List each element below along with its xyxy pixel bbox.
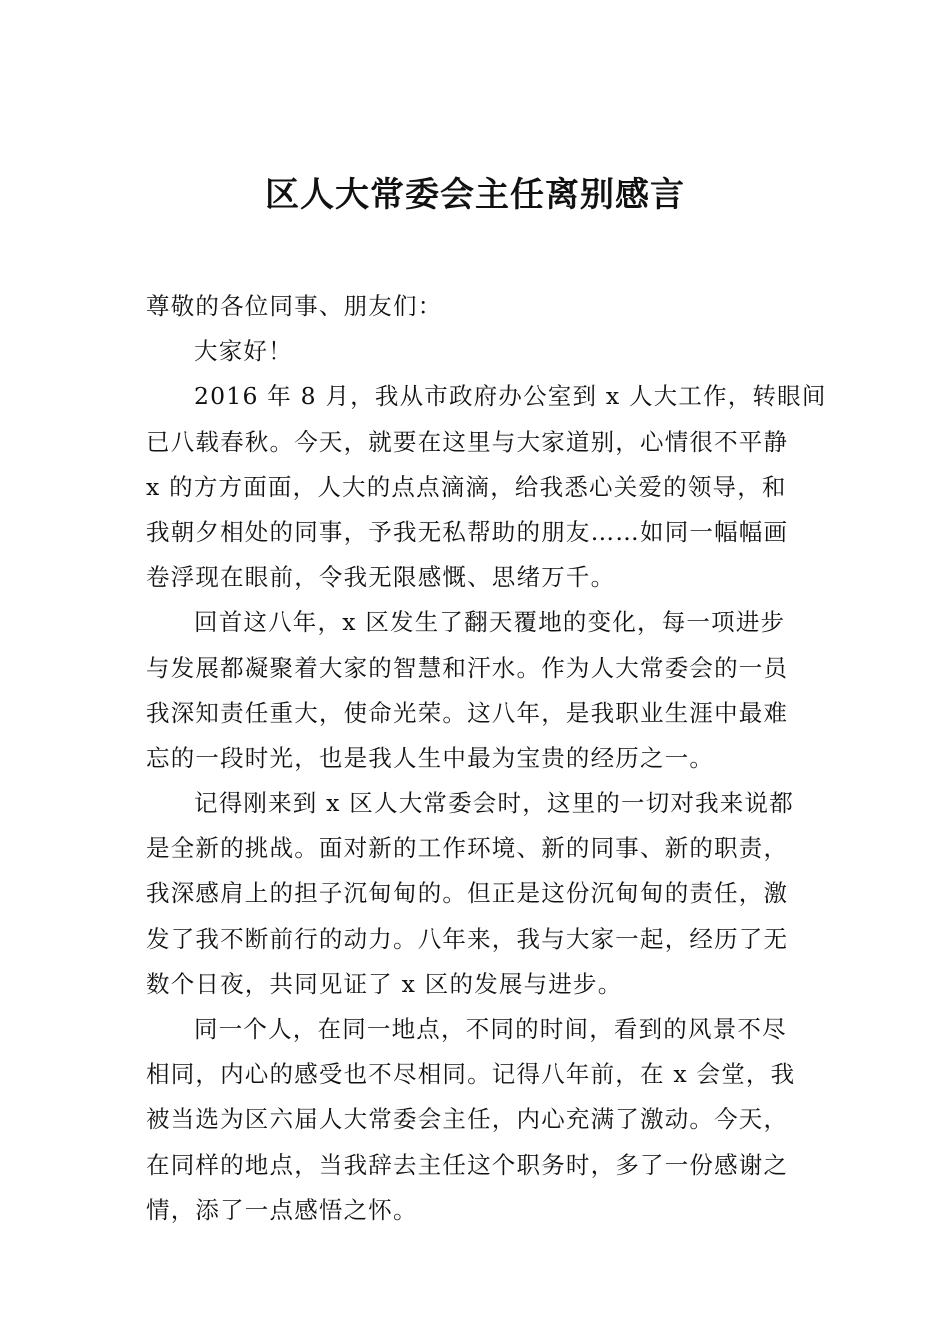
paragraph-2-line-3: 我深知责任重大，使命光荣。这八年，是我职业生涯中最难 — [146, 698, 789, 727]
paragraph-1-line-1: 2016 年 8 月，我从市政府办公室到 x 人大工作，转眼间 — [194, 382, 827, 411]
paragraph-1-line-3: x 的方方面面，人大的点点滴滴，给我悉心关爱的领导，和 — [146, 472, 787, 501]
paragraph-4-line-3: 被当选为区六届人大常委会主任，内心充满了激动。今天， — [146, 1105, 789, 1134]
paragraph-3-line-1: 记得刚来到 x 区人大常委会时，这里的一切对我来说都 — [194, 789, 794, 818]
paragraph-4-line-5: 情，添了一点感悟之怀。 — [146, 1195, 418, 1224]
paragraph-2-line-2: 与发展都凝聚着大家的智慧和汗水。作为人大常委会的一员 — [146, 653, 789, 682]
document-body — [146, 284, 827, 1233]
paragraph-3-line-3: 我深感肩上的担子沉甸甸的。但正是这份沉甸甸的责任，激 — [146, 879, 789, 908]
greeting-line: 大家好！ — [194, 337, 293, 366]
paragraph-3-line-5: 数个日夜，共同见证了 x 区的发展与进步。 — [146, 969, 623, 998]
paragraph-1-line-2: 已八载春秋。今天，就要在这里与大家道别，心情很不平静 — [146, 427, 789, 456]
paragraph-4-line-2: 相同，内心的感受也不尽相同。记得八年前，在 x 会堂，我 — [146, 1060, 796, 1089]
document-title: 区人大常委会主任离别感言 — [265, 175, 685, 215]
paragraph-2-line-1: 回首这八年，x 区发生了翻天覆地的变化，每一项进步 — [194, 608, 786, 637]
paragraph-1-line-5: 卷浮现在眼前，令我无限感慨、思绪万千。 — [146, 563, 616, 592]
paragraph-4-line-4: 在同样的地点，当我辞去主任这个职务时，多了一份感谢之 — [146, 1150, 789, 1179]
paragraph-3-line-2: 是全新的挑战。面对新的工作环境、新的同事、新的职责， — [146, 834, 789, 863]
paragraph-2-line-4: 忘的一段时光，也是我人生中最为宝贵的经历之一。 — [146, 743, 715, 772]
salutation-line: 尊敬的各位同事、朋友们： — [146, 292, 443, 320]
paragraph-4-line-1: 同一个人，在同一地点，不同的时间，看到的风景不尽 — [194, 1015, 787, 1043]
paragraph-1-line-4: 我朝夕相处的同事，予我无私帮助的朋友……如同一幅幅画 — [146, 517, 789, 546]
paragraph-3-line-4: 发了我不断前行的动力。八年来，我与大家一起，经历了无 — [146, 924, 789, 953]
